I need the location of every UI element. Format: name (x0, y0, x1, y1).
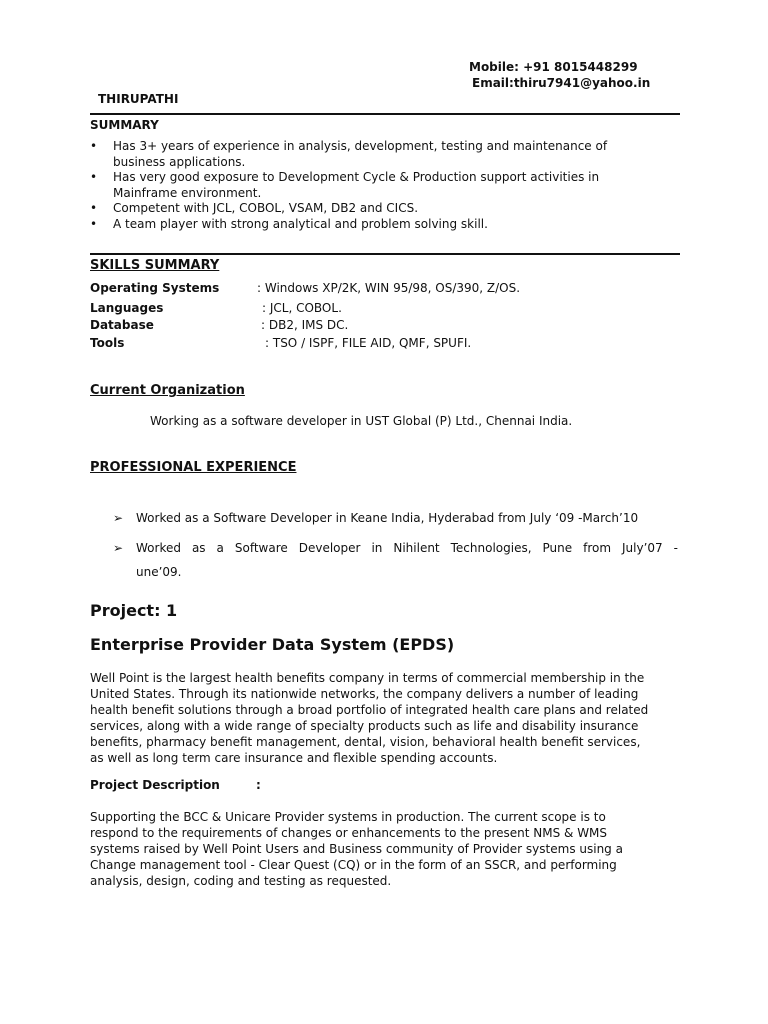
summary-item: • Has 3+ years of experience in analysis, development, testing and maintenance of business applications. (90, 139, 608, 169)
skills-heading: SKILLS SUMMARY (90, 258, 220, 273)
bullet-icon: • (90, 139, 98, 153)
summary-item: • Has very good exposure to Development Cycle & Production support activities in Mainframe environment. (90, 170, 600, 200)
experience-heading: PROFESSIONAL EXPERIENCE (90, 460, 297, 475)
candidate-name: THIRUPATHI (98, 92, 179, 106)
email-address: Email:thiru7941@yahoo.in (472, 76, 651, 90)
bullet-icon: • (90, 201, 98, 215)
skill-value: : DB2, IMS DC. (261, 318, 349, 332)
current-org-heading: Current Organization (90, 383, 245, 398)
project-title: Enterprise Provider Data System (EPDS) (90, 635, 455, 654)
header-divider (90, 113, 680, 115)
experience-item-continuation: une’09. (136, 565, 182, 579)
skill-value: : TSO / ISPF, FILE AID, QMF, SPUFI. (265, 336, 472, 350)
project-intro: Well Point is the largest health benefits company in terms of commercial membership in the United States. Through its nationwide networks, the company delivers a number of leading health benefit solutions through a broad portfolio of integrated health care plans and related services, along with a wide range of specialty products such as life and disability insurance benefits, pharmacy benefit management, dental, vision, behavioral health benefit services, as well as long term care insurance and flexible spending accounts. (90, 671, 649, 765)
skill-label: Database (90, 318, 154, 332)
skill-value: : JCL, COBOL. (262, 301, 342, 315)
mobile-number: Mobile: +91 8015448299 (469, 60, 638, 74)
summary-divider (90, 253, 680, 255)
project-number: Project: 1 (90, 601, 178, 620)
summary-heading: SUMMARY (90, 118, 159, 132)
project-description: Supporting the BCC & Unicare Provider systems in production. The current scope is to respond to the requirements of changes or enhancements to the present NMS & WMS systems raised by Well Point Users and Business community of Provider systems using a Change management tool - Clear Quest (CQ) or in the form of an SSCR, and performing analysis, design, coding and testing as requested. (90, 810, 623, 888)
skill-label: Operating Systems (90, 281, 220, 295)
skill-label: Tools (90, 336, 125, 350)
summary-list (90, 139, 670, 232)
bullet-icon: • (90, 170, 98, 184)
project-description-label: Project Description (90, 778, 220, 792)
arrow-bullet-icon: ➢ (113, 541, 124, 555)
summary-item: • Competent with JCL, COBOL, VSAM, DB2 and CICS. (90, 201, 419, 215)
skill-label: Languages (90, 301, 164, 315)
bullet-icon: • (90, 216, 98, 231)
summary-item: • A team player with strong analytical and problem solving skill. (90, 216, 488, 231)
arrow-bullet-icon: ➢ (113, 511, 124, 525)
current-org-text: Working as a software developer in UST Global (P) Ltd., Chennai India. (150, 414, 573, 428)
skill-value: : Windows XP/2K, WIN 95/98, OS/390, Z/OS. (257, 281, 521, 295)
project-description-colon: : (256, 778, 261, 792)
